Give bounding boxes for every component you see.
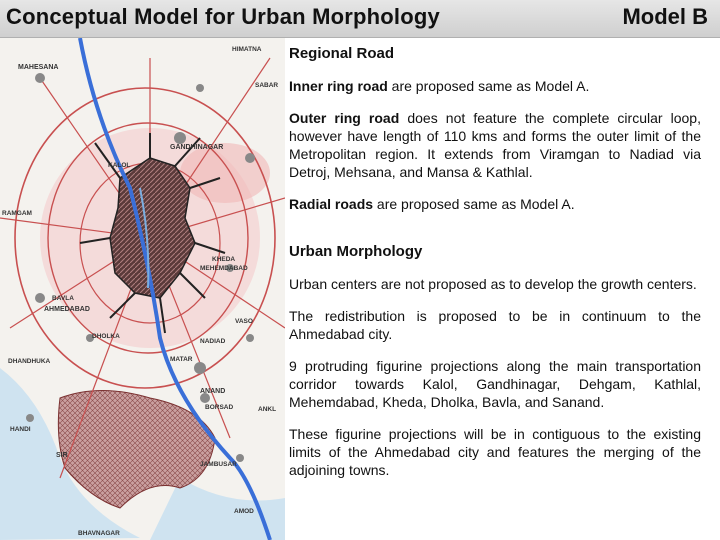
slide-title: Conceptual Model for Urban Morphology bbox=[6, 4, 440, 29]
regional-road-heading: Regional Road bbox=[289, 45, 395, 62]
map-label-ramgam: RAMGAM bbox=[2, 210, 32, 217]
regional-map bbox=[0, 38, 285, 540]
map-label-ahmedabad: AHMEDABAD bbox=[44, 306, 90, 313]
urban-paragraph-2: The redistribution is proposed to be in continuum to the Ahmedabad city. bbox=[289, 308, 701, 342]
urban-morphology-heading: Urban Morphology bbox=[289, 243, 423, 260]
radial-term: Radial roads bbox=[289, 196, 374, 212]
outer-ring-term: Outer ring road bbox=[289, 110, 400, 126]
map-label-bavla: BAVLA bbox=[52, 295, 74, 302]
title-bar bbox=[0, 0, 720, 38]
map-label-himatna: HIMATNA bbox=[232, 46, 262, 53]
map-label-jambusar: JAMBUSAR bbox=[200, 461, 237, 468]
map-label-sabar: SABAR bbox=[255, 82, 279, 89]
map-label-bhavnagar: BHAVNAGAR bbox=[78, 530, 120, 537]
map-label-handi: HANDI bbox=[10, 426, 31, 433]
urban-paragraph-1: Urban centers are not proposed as to develop the growth centers. bbox=[289, 276, 697, 292]
content-panel bbox=[289, 45, 701, 479]
inner-ring-term: Inner ring road bbox=[289, 78, 388, 94]
map-label-dhandhuka: DHANDHUKA bbox=[8, 358, 51, 365]
inner-ring-paragraph bbox=[289, 77, 701, 95]
map-label-kalol: KALOL bbox=[108, 162, 131, 169]
urban-paragraph-3: 9 protruding figurine projections along the main transportation corridor towards Kalol, Gandhinagar, Dehgam, Kathlal, Mehemdabad, Kheda, Dholka, Bavla, and Sanand. bbox=[289, 358, 701, 410]
inner-ring-text: are proposed same as Model A. bbox=[387, 78, 590, 94]
map-label-borsad: BORSAD bbox=[205, 404, 234, 411]
urban-paragraph-4: These figurine projections will be in contiguous to the existing limits of the Ahmedabad city and features the merging of the adjoining towns. bbox=[289, 426, 701, 478]
model-label: Model B bbox=[622, 4, 708, 29]
outer-ring-paragraph bbox=[289, 109, 701, 181]
map-label-dholka: DHOLKA bbox=[92, 333, 120, 340]
radial-paragraph bbox=[289, 195, 701, 213]
map-label-kheda: KHEDA bbox=[212, 256, 236, 263]
map-label-mehemdabad: MEHEMDABAD bbox=[200, 265, 248, 272]
water-body bbox=[150, 478, 285, 540]
map-label-anand: ANAND bbox=[200, 388, 226, 395]
radial-text: are proposed same as Model A. bbox=[373, 196, 575, 212]
map-label-ankl: ANKL bbox=[258, 406, 277, 413]
map-graphic bbox=[0, 38, 285, 540]
map-label-nadiad: NADIAD bbox=[200, 338, 226, 345]
map-label-amod: AMOD bbox=[234, 508, 254, 515]
outer-ring-text: does not feature the complete circular loop, however have length of 110 kms and forms the outer limit of the Metropolitan region. It extends from Viramgan to Nadiad via Detroj, Mehsana, and Mansa & Kathlal. bbox=[289, 110, 701, 180]
map-label-gandhinagar: GANDHINAGAR bbox=[170, 144, 224, 151]
map-label-sir: SIR bbox=[56, 452, 68, 459]
map-label-mahesana: MAHESANA bbox=[18, 64, 59, 71]
map-label-matar: MATAR bbox=[170, 356, 193, 363]
map-label-vaso: VASO bbox=[235, 318, 253, 325]
